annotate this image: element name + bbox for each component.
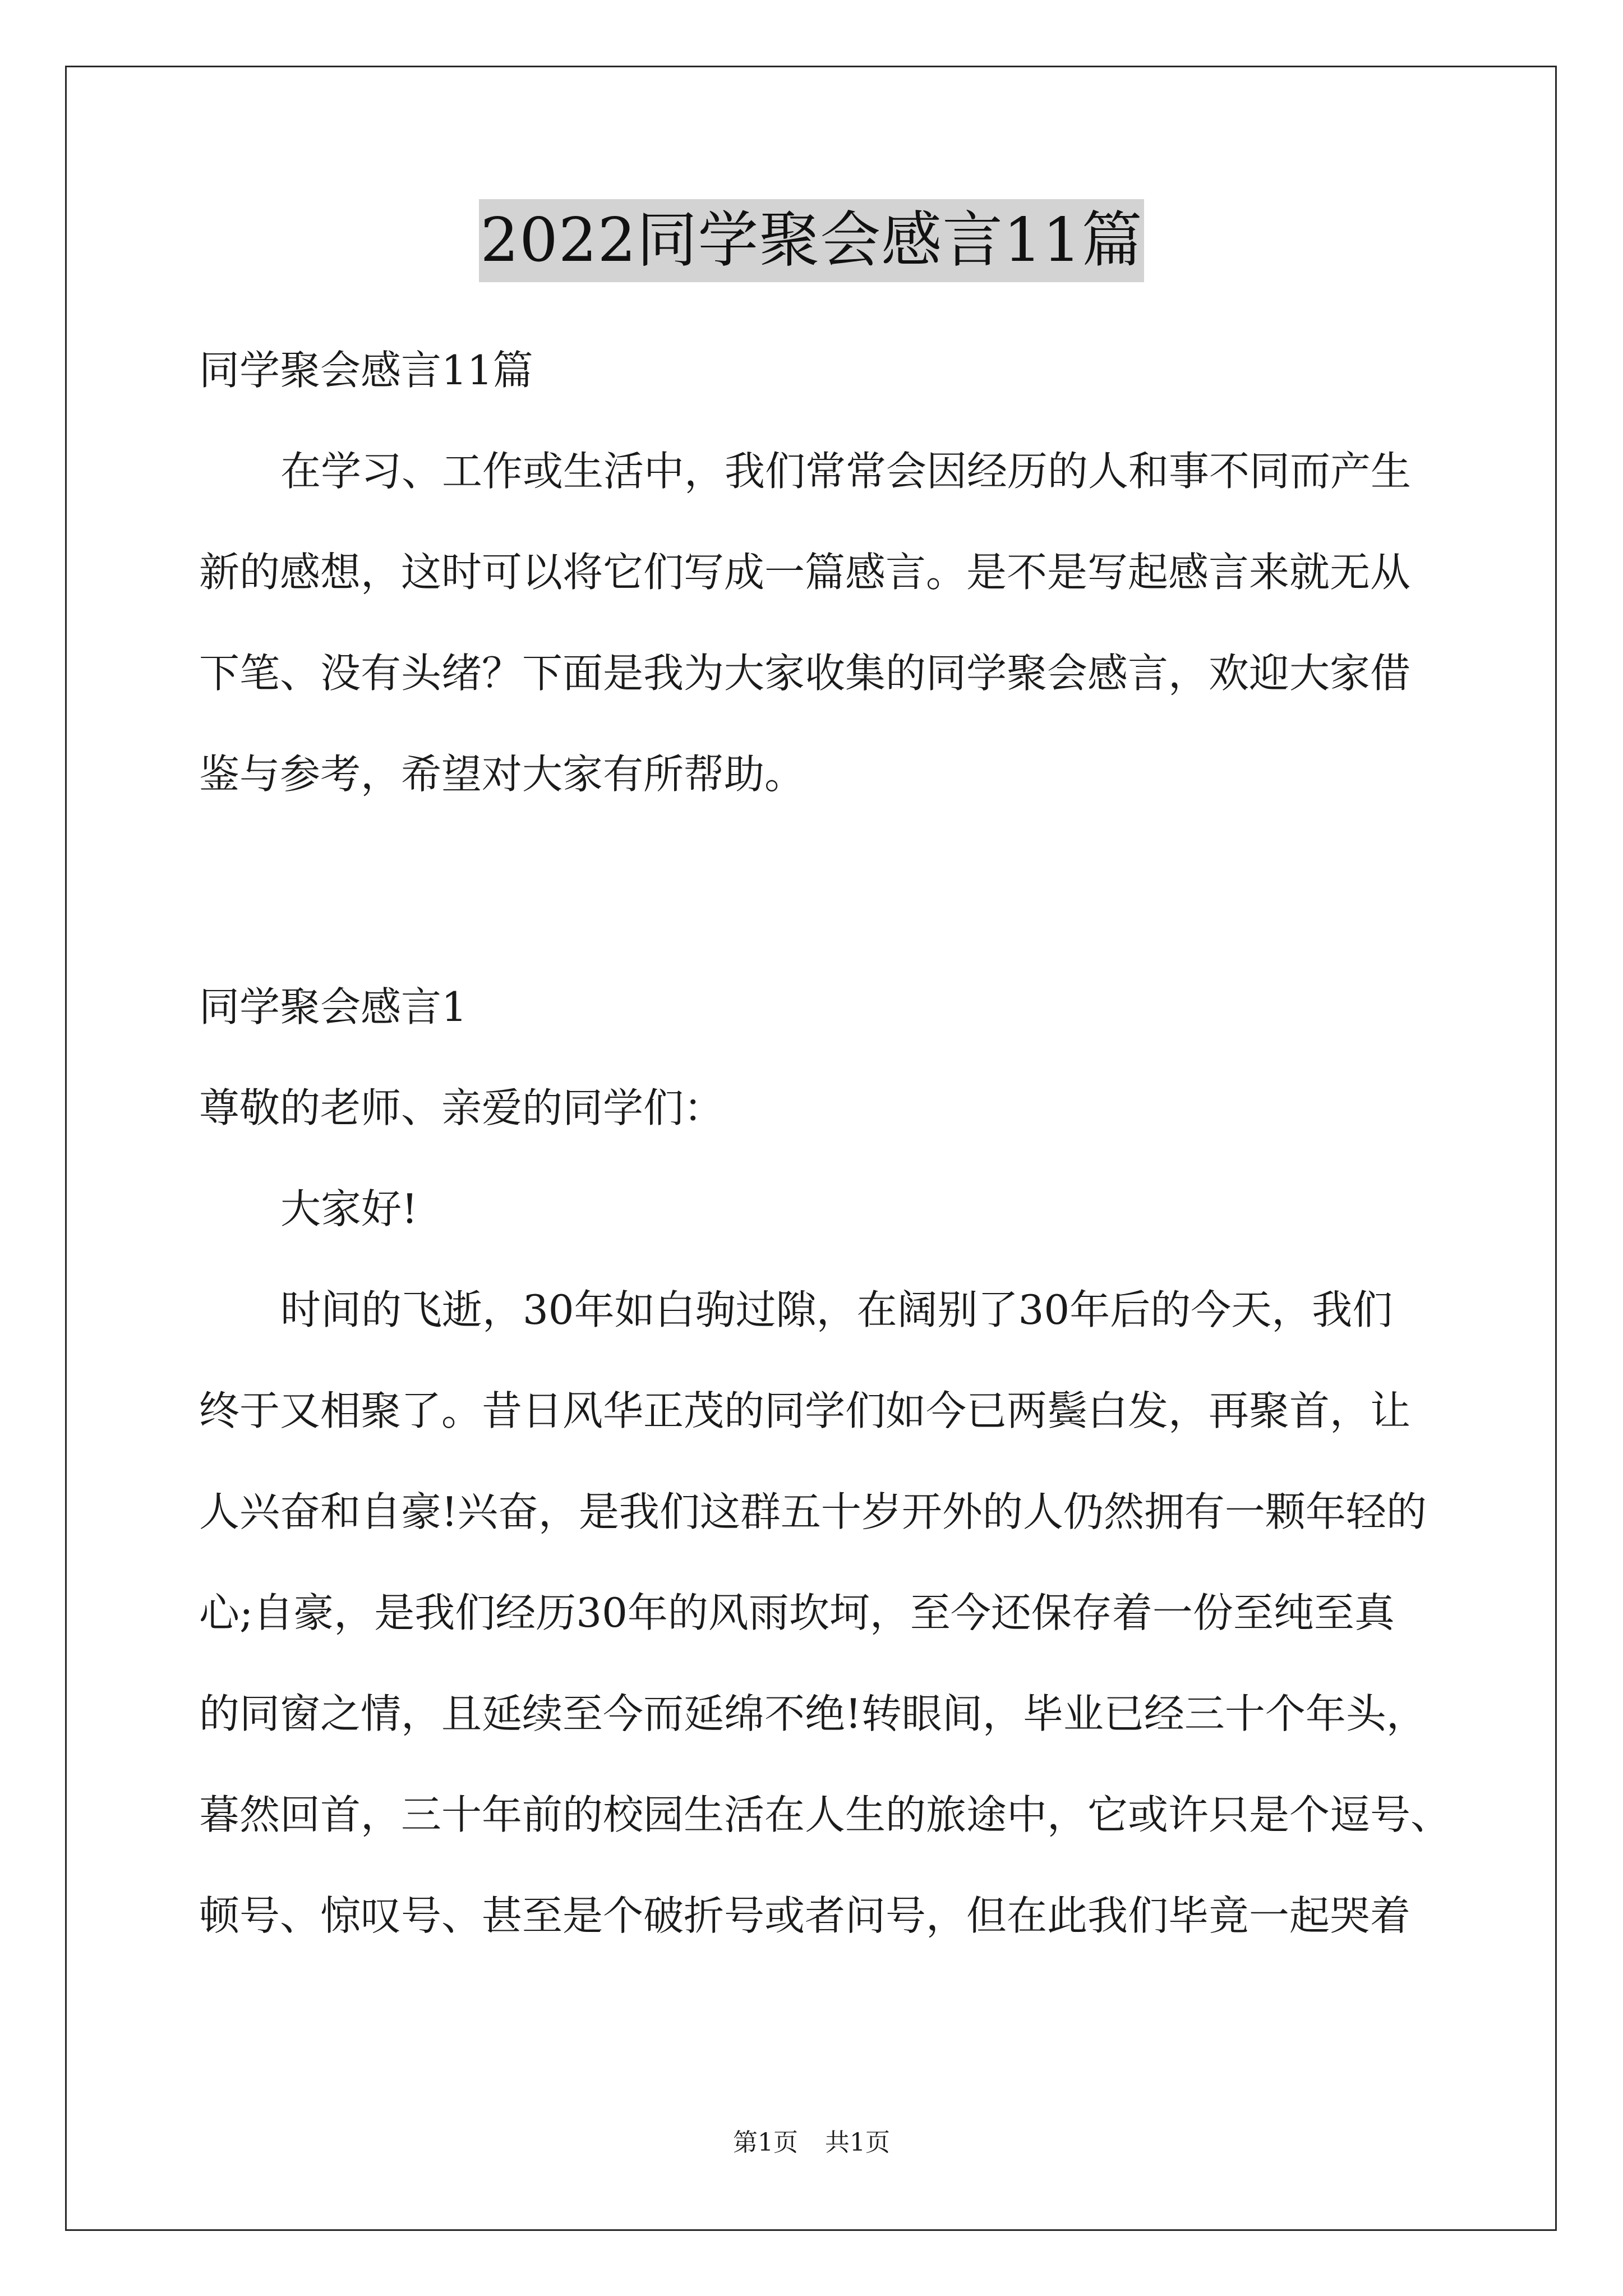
paragraph-line: 人兴奋和自豪!兴奋，是我们这群五十岁开外的人仍然拥有一颗年轻的	[199, 1488, 1427, 1535]
title-container	[0, 199, 1623, 282]
paragraph-line: 心;自豪，是我们经历30年的风雨坎坷，至今还保存着一份至纯至真	[199, 1589, 1395, 1636]
page-footer	[0, 2126, 1623, 2160]
section-heading: 同学聚会感言1	[199, 983, 467, 1030]
paragraph-line: 在学习、工作或生活中，我们常常会因经历的人和事不同而产生	[280, 448, 1412, 495]
paragraph-line: 下笔、没有头绪？下面是我为大家收集的同学聚会感言，欢迎大家借	[199, 650, 1411, 697]
paragraph-line: 新的感想，这时可以将它们写成一篇感言。是不是写起感言来就无从	[199, 549, 1411, 596]
document-title: 2022同学聚会感言11篇	[479, 199, 1144, 282]
paragraph-line: 顿号、惊叹号、甚至是个破折号或者问号，但在此我们毕竟一起哭着	[199, 1892, 1411, 1939]
greeting-line: 大家好!	[280, 1185, 418, 1232]
salutation-line: 尊敬的老师、亲爱的同学们：	[199, 1084, 725, 1131]
page-total: 共1页	[825, 2128, 890, 2157]
paragraph-line: 鉴与参考，希望对大家有所帮助。	[199, 751, 805, 798]
page-number: 第1页	[733, 2128, 798, 2157]
subtitle-line: 同学聚会感言11篇	[199, 347, 533, 394]
paragraph-line: 的同窗之情，且延续至今而延绵不绝!转眼间，毕业已经三十个年头，	[199, 1690, 1427, 1737]
paragraph-line: 时间的飞逝，30年如白驹过隙，在阔别了30年后的今天，我们	[280, 1286, 1393, 1333]
paragraph-line: 暮然回首，三十年前的校园生活在人生的旅途中，它或许只是个逗号、	[199, 1791, 1451, 1838]
paragraph-line: 终于又相聚了。昔日风华正茂的同学们如今已两鬓白发，再聚首，让	[199, 1387, 1411, 1434]
